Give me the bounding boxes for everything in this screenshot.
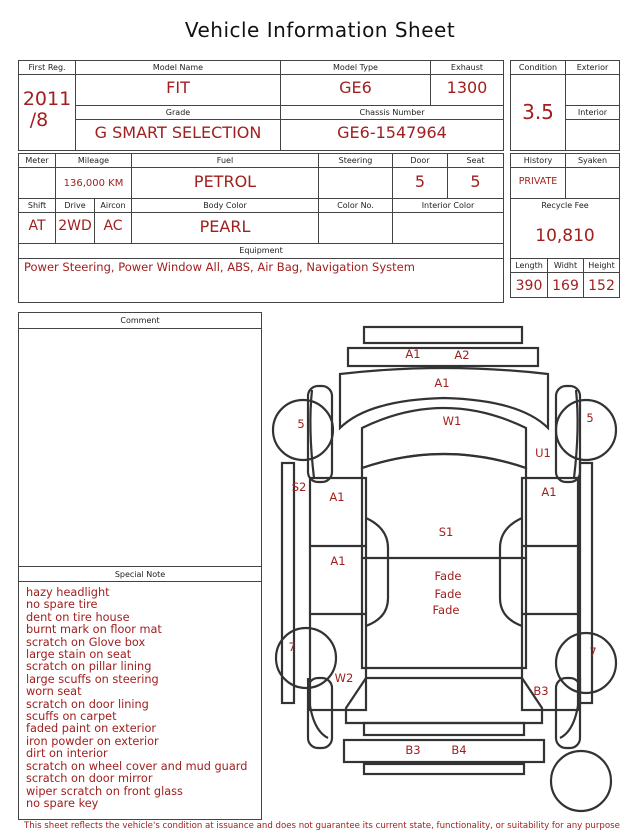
special-note-item: wiper scratch on front glass <box>26 784 183 798</box>
right-sill <box>580 463 592 703</box>
model-type-label: Model Type <box>333 63 378 72</box>
mark-front-bumper-2: A2 <box>454 348 470 362</box>
mark-quarter-right: B3 <box>533 684 549 698</box>
mark-fade-3: Fade <box>432 603 460 617</box>
shift-value: AT <box>28 218 46 234</box>
history-label: History <box>523 156 553 165</box>
condition-value: 3.5 <box>522 100 554 124</box>
grade-label: Grade <box>165 108 191 117</box>
rear-window-outline <box>346 678 542 723</box>
special-note-item: hazy headlight <box>26 586 110 599</box>
divider <box>18 243 504 244</box>
special-note-item: iron powder on exterior <box>26 734 159 748</box>
door-value: 5 <box>414 172 426 191</box>
width-label: Widht <box>553 261 578 270</box>
divider <box>510 272 620 273</box>
body-color-label: Body Color <box>203 201 247 210</box>
page-title: Vehicle Information Sheet <box>184 18 456 42</box>
color-no-label: Color No. <box>337 201 374 210</box>
mark-windshield: W1 <box>442 414 462 428</box>
tire-front-right <box>556 400 616 460</box>
mileage-value: 136,000 KM <box>63 178 124 189</box>
equipment-value: Power Steering, Power Window All, ABS, Air Bag, Navigation System <box>24 260 415 274</box>
special-note-item: large scuffs on steering <box>26 672 159 686</box>
comment-label: Comment <box>120 316 160 325</box>
first-reg-month: /8 <box>29 109 49 131</box>
divider <box>430 74 504 75</box>
recycle-fee-label: Recycle Fee <box>541 201 589 210</box>
chassis-label: Chassis Number <box>359 108 425 117</box>
tailgate-outline <box>364 723 524 735</box>
right-side-outline <box>522 478 578 710</box>
fuel-value: PETROL <box>193 172 257 191</box>
mark-door-front-left: A1 <box>329 490 345 504</box>
fuel-label: Fuel <box>216 156 234 165</box>
chassis-value: GE6-1547964 <box>337 123 447 142</box>
spare-tire <box>551 751 611 811</box>
special-note-item: no spare key <box>26 796 99 810</box>
seat-value: 5 <box>470 172 481 191</box>
mileage-label: Mileage <box>77 156 110 165</box>
recycle-fee-value: 10,810 <box>535 226 595 246</box>
divider <box>510 167 620 168</box>
left-sill <box>282 463 294 703</box>
shift-label: Shift <box>27 201 47 210</box>
body-color-value: PEARL <box>199 217 251 236</box>
first-reg-year: 2011 <box>22 88 72 110</box>
mark-door-rear-left: A1 <box>330 554 346 568</box>
divider <box>18 328 262 329</box>
divider <box>18 74 76 75</box>
front-bumper-outline <box>364 327 522 343</box>
steering-label: Steering <box>338 156 373 165</box>
width-value: 169 <box>552 278 579 294</box>
length-value: 390 <box>515 278 543 294</box>
mark-tire-rear-right: 7 <box>589 645 597 659</box>
grade-value: G SMART SELECTION <box>94 123 262 142</box>
mark-front-bumper-1: A1 <box>405 347 421 361</box>
mark-fender-right: U1 <box>535 446 551 460</box>
divider <box>75 74 281 75</box>
exterior-label: Exterior <box>576 63 609 72</box>
exhaust-label: Exhaust <box>450 63 484 72</box>
mark-rear-bumper-1: B3 <box>405 743 421 757</box>
disclaimer-footer: This sheet reflects the vehicle's condition at issuance and does not guarantee its current state, functionality, or suitability for any purpose <box>24 821 620 831</box>
interior-label: Interior <box>577 108 608 117</box>
mark-rear-bumper-2: B4 <box>451 743 467 757</box>
divider <box>565 119 620 120</box>
divider <box>510 74 566 75</box>
length-label: Length <box>515 261 543 270</box>
special-note-item: faded paint on exterior <box>26 722 157 736</box>
divider <box>18 581 262 582</box>
front-bumper-lower-outline <box>348 348 538 366</box>
height-value: 152 <box>588 278 615 294</box>
drive-value: 2WD <box>58 218 92 234</box>
model-name-value: FIT <box>166 78 190 97</box>
special-note-item: dent on tire house <box>26 610 130 624</box>
right-inner-line <box>500 518 522 626</box>
mark-hood: A1 <box>434 376 450 390</box>
left-fender-line <box>310 390 314 478</box>
height-label: Height <box>588 261 615 270</box>
mark-door-front-right: A1 <box>541 485 557 499</box>
special-note-item: scratch on pillar lining <box>26 660 152 674</box>
divider <box>18 212 504 213</box>
divider <box>280 119 504 120</box>
special-note-item: scratch on door lining <box>26 697 149 711</box>
special-note-item: scratch on Glove box <box>26 635 146 649</box>
divider <box>75 119 281 120</box>
history-value: PRIVATE <box>518 176 558 187</box>
mark-tire-front-left: 5 <box>297 417 305 431</box>
aircon-value: AC <box>103 218 123 234</box>
mark-fade-1: Fade <box>434 569 462 583</box>
special-note-item: no spare tire <box>26 598 98 612</box>
divider <box>280 74 431 75</box>
first-reg-label: First Reg. <box>28 63 66 72</box>
tire-rear-right <box>556 633 616 693</box>
special-note-item: scratch on wheel cover and mud guard <box>26 759 248 773</box>
special-note-item: scratch on door mirror <box>26 772 153 786</box>
mark-roof: S1 <box>438 525 454 539</box>
mark-tire-front-right: 5 <box>586 411 594 425</box>
rear-bumper-outline <box>344 740 544 762</box>
divider <box>18 566 262 567</box>
mark-quarter-left: W2 <box>334 671 354 685</box>
mark-fade-2: Fade <box>434 587 462 601</box>
special-note-item: burnt mark on floor mat <box>26 623 162 637</box>
meter-label: Meter <box>25 156 49 165</box>
seat-label: Seat <box>466 156 485 165</box>
divider <box>18 258 504 259</box>
aircon-label: Aircon <box>100 201 126 210</box>
rear-bumper-lower-outline <box>364 764 524 774</box>
car-damage-diagram <box>268 318 628 818</box>
left-inner-line <box>366 518 388 626</box>
special-note-label: Special Note <box>114 570 166 579</box>
door-label: Door <box>410 156 430 165</box>
mark-tire-rear-left: 7 <box>288 640 296 654</box>
mark-fender-left: S2 <box>291 480 307 494</box>
divider <box>565 74 620 75</box>
tire-rear-left <box>276 628 336 688</box>
model-type-value: GE6 <box>339 78 372 97</box>
exhaust-value: 1300 <box>446 78 488 97</box>
special-note-item: scuffs on carpet <box>26 710 117 724</box>
special-note-list <box>26 587 260 810</box>
special-note-item: worn seat <box>26 685 82 699</box>
model-name-label: Model Name <box>152 63 204 72</box>
condition-label: Condition <box>518 63 558 72</box>
special-note-item: large stain on seat <box>26 648 132 662</box>
equipment-label: Equipment <box>239 246 283 255</box>
divider <box>18 167 504 168</box>
interior-color-label: Interior Color <box>421 201 475 210</box>
special-note-item: dirt on interior <box>26 747 108 761</box>
drive-label: Drive <box>64 201 86 210</box>
syaken-label: Syaken <box>577 156 608 165</box>
